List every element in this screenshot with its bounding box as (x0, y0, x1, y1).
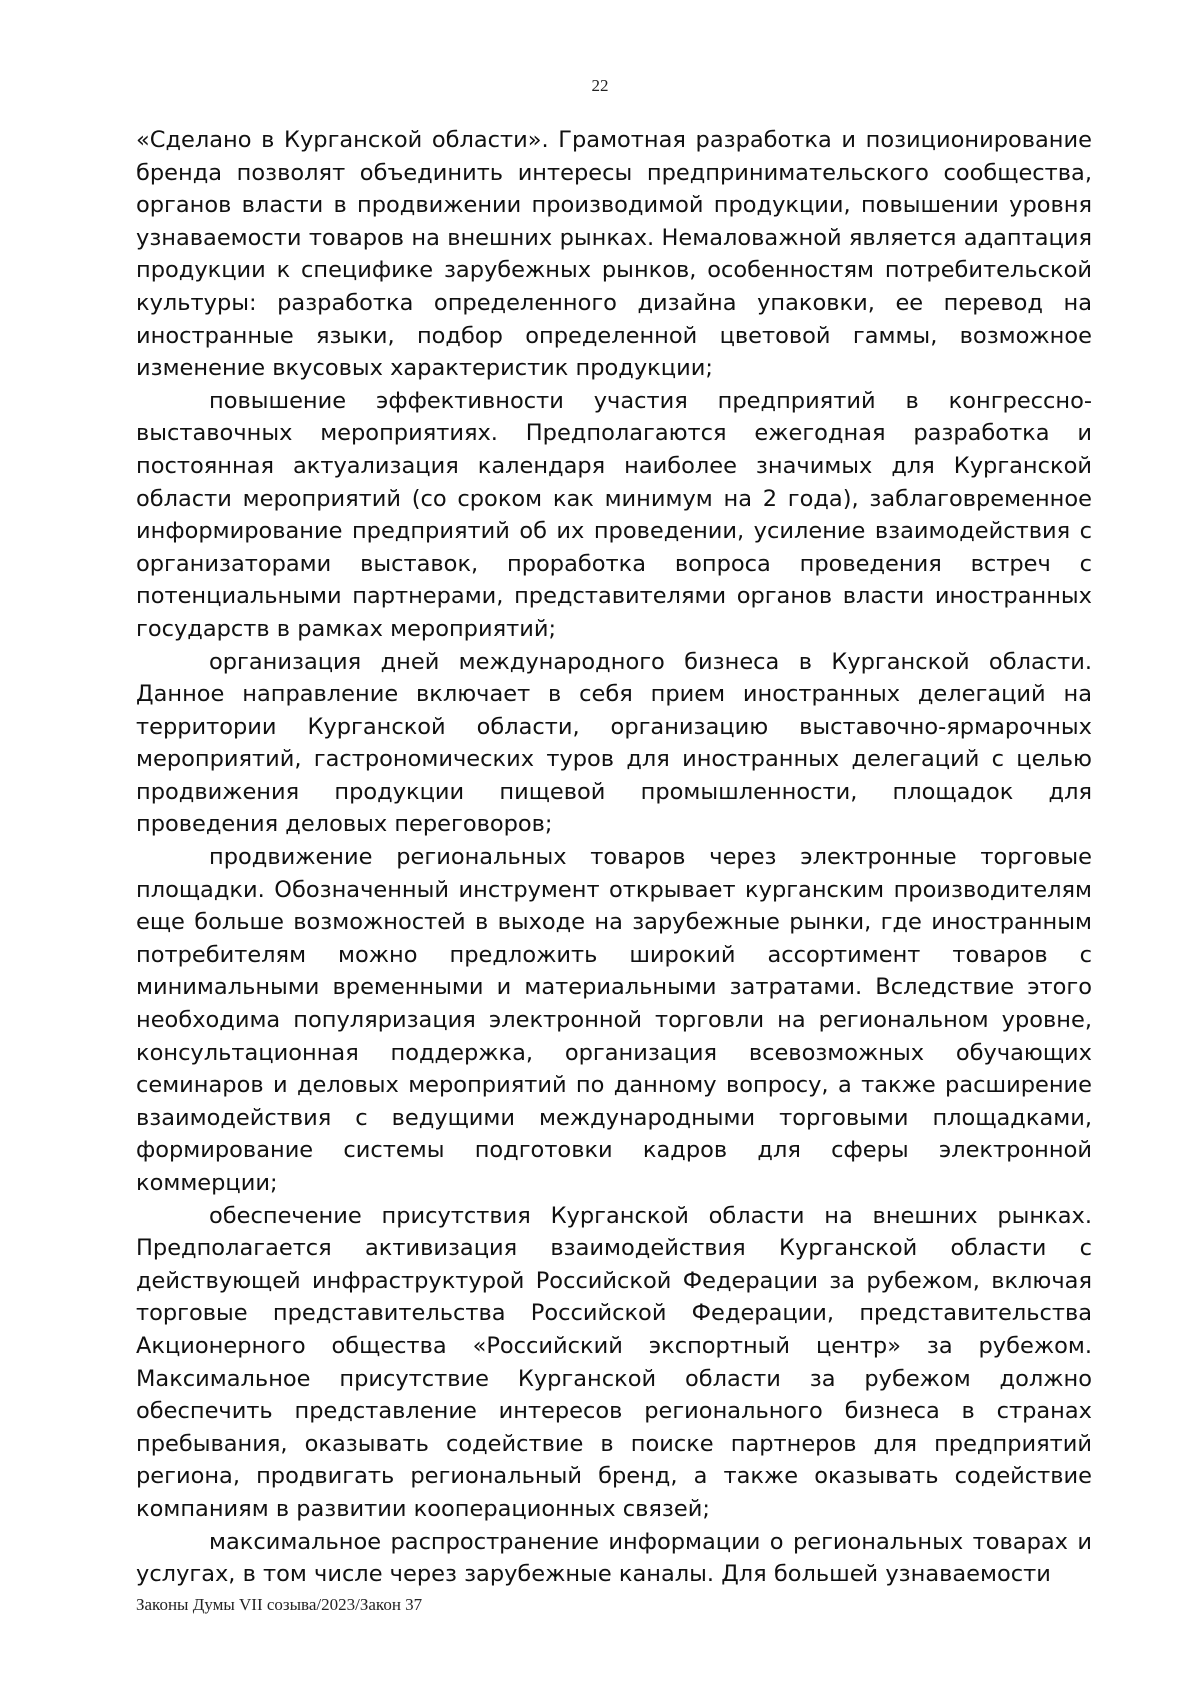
paragraph: организация дней международного бизнеса в Курганской области. Данное направление включает в себя прием иностранных делегаций на территории Курганской области, организацию выставочно-ярмарочных мероприятий, гастрономических туров для иностранных делегаций с целью продвижения продукции пищевой промышленности, площадок для проведения деловых переговоров; (136, 648, 1092, 838)
paragraph: продвижение региональных товаров через электронные торговые площадки. Обозначенный инструмент открывает курганским производителям еще больше возможностей в выходе на зарубежные рынки, где иностранным потребителям можно предложить широкий ассортимент товаров с минимальными временными и материальными затратами. Вследствие этого необходима популяризация электронной торговли на региональном уровне, консультационная поддержка, организация всевозможных обучающих семинаров и деловых мероприятий по данному вопросу, а также расширение взаимодействия с ведущими международными торговыми площадками, формирование системы подготовки кадров для сферы электронной коммерции; (136, 844, 1092, 1196)
paragraph: повышение эффективности участия предприятий в конгрессно-выставочных мероприятиях. Предполагаются ежегодная разработка и постоянная актуализация календаря наиболее значимых для Курганской области мероприятий (со сроком как минимум на 2 года), заблаговременное информирование предприятий об их проведении, усиление взаимодействия с организаторами выставок, проработка вопроса проведения встреч с потенциальными партнерами, представителями органов власти иностранных государств в рамках мероприятий; (136, 387, 1092, 642)
paragraph: максимальное распространение информации о региональных товарах и услугах, в том числе через зарубежные каналы. Для большей узнаваемости (136, 1528, 1092, 1588)
paragraph: обеспечение присутствия Курганской области на внешних рынках. Предполагается активизация взаимодействия Курганской области с действующей инфраструктурой Российской Федерации за рубежом, включая торговые представительства Российской Федерации, представительства Акционерного общества «Российский экспортный центр» за рубежом. Максимальное присутствие Курганской области за рубежом должно обеспечить представление интересов регионального бизнеса в странах пребывания, оказывать содействие в поиске партнеров для предприятий региона, продвигать региональный бренд, а также оказывать содействие компаниям в развитии кооперационных связей; (136, 1202, 1092, 1522)
document-footer: Законы Думы VII созыва/2023/Закон 37 (136, 1595, 423, 1614)
paragraph: «Сделано в Курганской области». Грамотная разработка и позиционирование бренда позволят объединить интересы предпринимательского сообщества, органов власти в продвижении производимой продукции, повышении уровня узнаваемости товаров на внешних рынках. Немаловажной является адаптация продукции к специфике зарубежных рынков, особенностям потребительской культуры: разработка определенного дизайна упаковки, ее перевод на иностранные языки, подбор определенной цветовой гаммы, возможное изменение вкусовых характеристик продукции; (136, 127, 1092, 382)
document-body (136, 124, 1092, 1591)
page-number: 22 (591, 76, 609, 95)
